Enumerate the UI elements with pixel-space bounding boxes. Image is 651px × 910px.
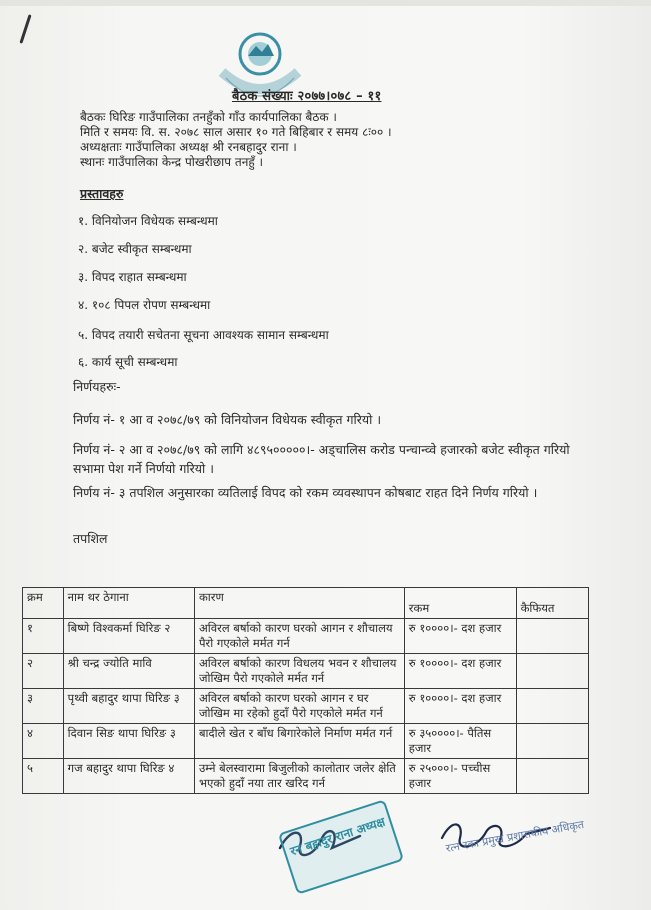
table-header-row [23,588,589,619]
table-row [23,689,589,724]
relief-table [22,587,589,794]
cell-amount: रु १००००।- दश हजार [404,654,516,689]
header-sn: क्रम [23,588,64,619]
meeting-number: बैठक संख्याः २०७७।०७८ – ११ [232,89,382,104]
proposal-item: ६. कार्य सूची सम्बन्धमा [78,355,178,369]
cell-amount: रु २५०००।- पच्चीस हजार [404,759,516,794]
cell-remarks [516,654,588,689]
proposal-item: ५. विपद तयारी सचेतना सूचना आवश्यक सामान सम्बन्धमा [78,328,329,342]
top-edge [0,0,651,6]
cell-sn: ४ [23,724,64,759]
table-row [23,654,589,689]
cell-name: गज बहादुर थापा घिरिङ ४ [63,759,194,794]
cell-name: दिवान सिङ थापा घिरिङ ३ [63,724,194,759]
cao-stamp: रत्न रका प्रमुख प्रशासकीय अधिकृत [444,817,585,856]
cell-sn: ३ [23,689,64,724]
proposal-item: १. विनियोजन विधेयक सम्बन्धमा [78,214,218,228]
proposal-item: ४. १०८ पिपल रोपण सम्बन्धमा [78,298,211,312]
table-row [23,619,589,654]
decision-item: निर्णय नं- २ आ व २०७८/७९ को लागि ४८९५०००००।- अड्चालिस करोड पन्चान्व्वे हजारको बजेट स्वीकृत गरियो सभामा पेश गर्ने निर्णयो गरियो । [73,442,570,476]
tapsil-label: तपशिल [73,531,108,546]
cell-reason: उम्ने बेलस्वारामा बिजुलीको कालोतार जलेर क्षेति भएको हुदाँ नया तार खरिद गर्न [194,759,404,794]
cell-sn: ५ [23,759,64,794]
pen-mark [19,14,31,43]
cell-sn: १ [23,619,64,654]
cell-reason: अविरल बर्षाको कारण घरको आगन र घर जोखिम मा रहेको हुदाँ पैरो गएकोले मर्मत गर्न [194,689,404,724]
meeting-header [80,110,392,170]
venue-line: स्थानः गाउँपालिका केन्द्र पोखरीछाप तनहुँ । [80,155,264,169]
decisions-title: निर्णयहरुः- [73,379,121,394]
cell-remarks [516,689,588,724]
meeting-line: बैठकः घिरिङ गाउँपालिका तनहुँको गाँउ कार्यपालिका बैठक । [80,110,337,124]
cell-remarks [516,724,588,759]
header-remarks: कैफियत [516,588,588,619]
cell-amount: रु १००००।- दश हजार [404,619,516,654]
proposal-item: २. बजेट स्वीकृत सम्बन्धमा [78,242,192,256]
cell-name: श्री चन्द्र ज्योति मावि [63,654,194,689]
table-row [23,724,589,759]
cell-reason: अविरल बर्षाको कारण घरको आगन र शौचालय पैरो गएकोले मर्मत गर्न [194,619,404,654]
cell-amount: रु १००००।- दश हजार [404,689,516,724]
proposals-title: प्रस्तावहरु [80,186,124,201]
table-row [23,759,589,794]
cell-remarks [516,759,588,794]
cell-name: बिष्णे विश्वकर्मा घिरिङ २ [63,619,194,654]
decision-item: निर्णय नं- १ आ व २०७८/७९ को विनियोजन विधेयक स्वीकृत गरियो । [73,412,382,427]
header-amount: रकम [404,588,516,619]
cell-name: पृथ्वी बहादुर थापा घिरिङ ३ [63,689,194,724]
chair-line: अध्यक्षताः गाउँपालिका अध्यक्ष श्री रनबहादुर राना । [80,140,297,154]
header-reason: कारण [194,588,404,619]
cell-amount: रु ३५००००।- पैतिस हजार [404,724,516,759]
cell-reason: बादीले खेत र बाँध बिगारेकोले निर्माण मर्मत गर्न [194,724,404,759]
cell-sn: २ [23,654,64,689]
date-time-line: मिति र समयः वि. स. २०७८ साल असार १० गते बिहिबार र समय ८ः०० । [80,125,392,139]
chair-stamp: रन बहादुर राना अध्यक्ष [278,799,404,894]
cell-remarks [516,619,588,654]
cell-reason: अविरल बर्षाको कारण विधलय भवन र शौचालय जोखिम पैरो गएकोले मर्मत गर्न [194,654,404,689]
proposal-item: ३. विपद राहात सम्बन्धमा [78,270,187,284]
decision-item: निर्णय नं- ३ तपशिल अनुसारका व्यतिलाई विपद को रकम व्यवस्थापन कोषबाट राहत दिने निर्णय गरियो । [73,485,538,500]
header-name: नाम थर ठेगाना [63,588,194,619]
